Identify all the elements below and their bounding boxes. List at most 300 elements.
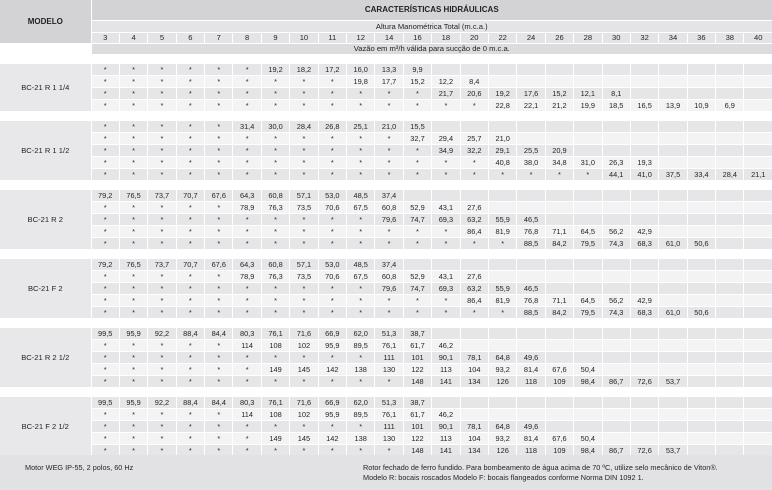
flow-value-cell: 8,4 bbox=[460, 75, 488, 87]
flow-value-cell bbox=[517, 132, 545, 144]
flow-value-cell bbox=[602, 201, 630, 213]
flow-value-cell bbox=[659, 282, 687, 294]
table-row bbox=[0, 408, 772, 420]
flow-value-cell: 15,2 bbox=[545, 87, 573, 99]
flow-value-cell: * bbox=[176, 270, 204, 282]
flow-value-cell: 114 bbox=[233, 339, 261, 351]
flow-value-cell bbox=[602, 327, 630, 339]
flow-value-cell bbox=[602, 339, 630, 351]
flow-value-cell: 19,9 bbox=[574, 99, 602, 111]
flow-value-cell: 17,2 bbox=[318, 63, 346, 75]
flow-value-cell: * bbox=[347, 225, 375, 237]
flow-value-cell: * bbox=[318, 87, 346, 99]
flow-value-cell: 73,5 bbox=[290, 270, 318, 282]
flow-label: Vazão em m³/h válida para sucção de 0 m.c.a. bbox=[91, 43, 772, 54]
flow-value-cell: * bbox=[148, 363, 176, 375]
flow-value-cell: * bbox=[91, 63, 119, 75]
flow-value-cell: * bbox=[91, 75, 119, 87]
flow-value-cell bbox=[716, 132, 744, 144]
flow-value-cell: * bbox=[176, 87, 204, 99]
flow-value-cell bbox=[744, 270, 772, 282]
flow-value-cell: * bbox=[375, 99, 403, 111]
flow-value-cell: * bbox=[176, 213, 204, 225]
flow-value-cell: * bbox=[205, 237, 233, 249]
flow-value-cell bbox=[574, 201, 602, 213]
flow-value-cell: 73,7 bbox=[148, 189, 176, 201]
flow-value-cell: * bbox=[261, 294, 289, 306]
flow-value-cell: * bbox=[290, 420, 318, 432]
flow-value-cell: 15,5 bbox=[403, 120, 431, 132]
flow-value-cell: 130 bbox=[375, 363, 403, 375]
flow-value-cell: 141 bbox=[432, 375, 460, 387]
flow-value-cell bbox=[574, 120, 602, 132]
table-subtitle: Altura Manométrica Total (m.c.a.) bbox=[91, 20, 772, 32]
flow-value-cell: * bbox=[91, 201, 119, 213]
flow-value-cell: * bbox=[318, 168, 346, 180]
flow-value-cell bbox=[432, 63, 460, 75]
flow-value-cell: * bbox=[403, 144, 431, 156]
table-row bbox=[0, 237, 772, 249]
flow-value-cell: * bbox=[148, 99, 176, 111]
flow-value-cell: * bbox=[233, 294, 261, 306]
flow-value-cell: * bbox=[91, 420, 119, 432]
flow-value-cell bbox=[659, 363, 687, 375]
flow-value-cell: * bbox=[176, 282, 204, 294]
flow-value-cell bbox=[630, 75, 658, 87]
flow-value-cell: 109 bbox=[545, 444, 573, 456]
flow-value-cell: 70,6 bbox=[318, 270, 346, 282]
flow-value-cell: * bbox=[148, 351, 176, 363]
flow-value-cell: 26,3 bbox=[602, 156, 630, 168]
flow-value-cell bbox=[630, 327, 658, 339]
flow-value-cell: 145 bbox=[290, 363, 318, 375]
flow-value-cell: 79,5 bbox=[574, 237, 602, 249]
height-header-cell: 10 bbox=[290, 32, 318, 43]
height-header-cell: 26 bbox=[545, 32, 573, 43]
flow-value-cell bbox=[545, 189, 573, 201]
flow-value-cell: 62,0 bbox=[347, 327, 375, 339]
flow-value-cell: * bbox=[261, 237, 289, 249]
flow-value-cell bbox=[744, 87, 772, 99]
flow-value-cell bbox=[630, 339, 658, 351]
flow-value-cell: 17,7 bbox=[375, 75, 403, 87]
flow-value-cell bbox=[630, 282, 658, 294]
flow-value-cell: * bbox=[460, 237, 488, 249]
height-header-cell: 7 bbox=[205, 32, 233, 43]
flow-value-cell: * bbox=[119, 213, 147, 225]
table-row bbox=[0, 189, 772, 201]
flow-value-cell bbox=[545, 258, 573, 270]
flow-value-cell: 27,6 bbox=[460, 270, 488, 282]
flow-value-cell: * bbox=[488, 237, 516, 249]
flow-value-cell: * bbox=[205, 420, 233, 432]
flow-value-cell: * bbox=[290, 75, 318, 87]
flow-value-cell bbox=[545, 120, 573, 132]
flow-value-cell bbox=[460, 339, 488, 351]
flow-value-cell: * bbox=[119, 132, 147, 144]
flow-value-cell: 10,9 bbox=[687, 99, 715, 111]
flow-value-cell bbox=[744, 351, 772, 363]
flow-value-cell bbox=[659, 294, 687, 306]
flow-value-cell: 134 bbox=[460, 444, 488, 456]
flow-value-cell: * bbox=[205, 99, 233, 111]
flow-value-cell bbox=[630, 132, 658, 144]
flow-value-cell: * bbox=[91, 351, 119, 363]
flow-value-cell: * bbox=[91, 363, 119, 375]
flow-value-cell: 55,9 bbox=[488, 213, 516, 225]
flow-value-cell bbox=[574, 396, 602, 408]
flow-value-cell: * bbox=[290, 156, 318, 168]
flow-value-cell: 79,2 bbox=[91, 258, 119, 270]
flow-value-cell bbox=[602, 270, 630, 282]
flow-value-cell bbox=[744, 144, 772, 156]
flow-value-cell: 62,0 bbox=[347, 396, 375, 408]
flow-value-cell: * bbox=[233, 420, 261, 432]
flow-value-cell: 63,2 bbox=[460, 213, 488, 225]
flow-value-cell bbox=[517, 339, 545, 351]
flow-value-cell bbox=[716, 225, 744, 237]
flow-label-spacer bbox=[0, 43, 91, 54]
flow-value-cell: * bbox=[233, 132, 261, 144]
motor-note: Motor WEG IP-55, 2 polos, 60 Hz bbox=[25, 463, 134, 472]
flow-value-cell: * bbox=[261, 75, 289, 87]
flow-value-cell: * bbox=[91, 87, 119, 99]
flow-value-cell: * bbox=[205, 201, 233, 213]
flow-value-cell bbox=[659, 339, 687, 351]
flow-value-cell: 61,7 bbox=[403, 408, 431, 420]
flow-value-cell: * bbox=[148, 201, 176, 213]
flow-value-cell: 74,7 bbox=[403, 282, 431, 294]
flow-value-cell: 67,6 bbox=[205, 258, 233, 270]
flow-value-cell: 70,6 bbox=[318, 201, 346, 213]
flow-value-cell: * bbox=[347, 351, 375, 363]
height-header-cell: 11 bbox=[318, 32, 346, 43]
flow-value-cell: 48,5 bbox=[347, 189, 375, 201]
flow-value-cell bbox=[574, 144, 602, 156]
flow-value-cell: 90,1 bbox=[432, 420, 460, 432]
flow-value-cell: * bbox=[432, 156, 460, 168]
flow-value-cell: * bbox=[205, 120, 233, 132]
flow-value-cell bbox=[545, 351, 573, 363]
flow-value-cell bbox=[488, 408, 516, 420]
flow-value-cell bbox=[687, 75, 715, 87]
flow-value-cell: 72,6 bbox=[630, 375, 658, 387]
flow-value-cell: * bbox=[176, 363, 204, 375]
flow-value-cell: 76,1 bbox=[375, 339, 403, 351]
flow-value-cell: * bbox=[261, 282, 289, 294]
table-row bbox=[0, 420, 772, 432]
flow-value-cell bbox=[687, 375, 715, 387]
flow-value-cell: * bbox=[205, 339, 233, 351]
flow-value-cell bbox=[545, 213, 573, 225]
flow-value-cell: * bbox=[261, 156, 289, 168]
flow-value-cell: 57,1 bbox=[290, 258, 318, 270]
flow-value-cell: 16,5 bbox=[630, 99, 658, 111]
flow-value-cell bbox=[488, 75, 516, 87]
flow-value-cell: * bbox=[460, 99, 488, 111]
flow-value-cell: 76,5 bbox=[119, 258, 147, 270]
flow-value-cell: * bbox=[347, 420, 375, 432]
flow-value-cell: * bbox=[119, 120, 147, 132]
flow-value-cell: 76,8 bbox=[517, 294, 545, 306]
flow-value-cell bbox=[716, 306, 744, 318]
table-row bbox=[0, 225, 772, 237]
table-row bbox=[0, 99, 772, 111]
flow-value-cell bbox=[403, 189, 431, 201]
flow-value-cell: 68,3 bbox=[630, 237, 658, 249]
flow-value-cell: * bbox=[261, 213, 289, 225]
flow-value-cell bbox=[716, 87, 744, 99]
flow-value-cell: * bbox=[91, 375, 119, 387]
flow-value-cell: 113 bbox=[432, 432, 460, 444]
flow-value-cell: * bbox=[233, 432, 261, 444]
flow-value-cell bbox=[716, 294, 744, 306]
flow-value-cell bbox=[545, 282, 573, 294]
flow-value-cell bbox=[687, 294, 715, 306]
flow-value-cell: 104 bbox=[460, 432, 488, 444]
flow-value-cell bbox=[574, 63, 602, 75]
flow-value-cell: * bbox=[318, 156, 346, 168]
flow-value-cell: * bbox=[91, 225, 119, 237]
flow-value-cell bbox=[659, 408, 687, 420]
flow-value-cell: * bbox=[290, 444, 318, 456]
flow-value-cell: 25,5 bbox=[517, 144, 545, 156]
flow-value-cell bbox=[744, 339, 772, 351]
flow-value-cell bbox=[630, 87, 658, 99]
flow-value-cell: * bbox=[91, 408, 119, 420]
table-row bbox=[0, 120, 772, 132]
flow-value-cell: * bbox=[290, 213, 318, 225]
flow-value-cell: * bbox=[119, 201, 147, 213]
flow-value-cell: 74,3 bbox=[602, 237, 630, 249]
flow-value-cell bbox=[687, 120, 715, 132]
flow-value-cell: * bbox=[91, 213, 119, 225]
flow-value-cell: 81,4 bbox=[517, 432, 545, 444]
height-header-cell: 3 bbox=[91, 32, 119, 43]
flow-value-cell: 138 bbox=[347, 432, 375, 444]
flow-value-cell: 71,1 bbox=[545, 294, 573, 306]
flow-value-cell: * bbox=[148, 63, 176, 75]
flow-value-cell: * bbox=[205, 363, 233, 375]
flow-value-cell bbox=[460, 189, 488, 201]
flow-value-cell: 67,5 bbox=[347, 201, 375, 213]
flow-value-cell bbox=[488, 63, 516, 75]
flow-value-cell: * bbox=[375, 87, 403, 99]
footer-notes bbox=[0, 455, 772, 490]
flow-value-cell: * bbox=[432, 294, 460, 306]
flow-value-cell bbox=[716, 363, 744, 375]
flow-value-cell: * bbox=[119, 375, 147, 387]
flow-value-cell: * bbox=[119, 351, 147, 363]
table-row bbox=[0, 327, 772, 339]
flow-value-cell: 16,0 bbox=[347, 63, 375, 75]
flow-value-cell bbox=[716, 201, 744, 213]
height-header-cell: 28 bbox=[574, 32, 602, 43]
flow-value-cell: 32,7 bbox=[403, 132, 431, 144]
flow-value-cell: 98,4 bbox=[574, 375, 602, 387]
flow-value-cell: 76,3 bbox=[261, 201, 289, 213]
flow-value-cell: 66,9 bbox=[318, 327, 346, 339]
flow-value-cell: * bbox=[290, 87, 318, 99]
flow-value-cell: * bbox=[233, 63, 261, 75]
flow-value-cell: * bbox=[375, 156, 403, 168]
flow-value-cell: 109 bbox=[545, 375, 573, 387]
flow-value-cell: 126 bbox=[488, 375, 516, 387]
flow-value-cell: * bbox=[318, 75, 346, 87]
flow-value-cell: * bbox=[233, 144, 261, 156]
flow-value-cell: * bbox=[91, 99, 119, 111]
flow-value-cell bbox=[602, 120, 630, 132]
flow-value-cell: * bbox=[148, 156, 176, 168]
flow-value-cell: 60,8 bbox=[261, 258, 289, 270]
flow-value-cell: 20,9 bbox=[545, 144, 573, 156]
flow-value-cell: 76,5 bbox=[119, 189, 147, 201]
flow-value-cell bbox=[517, 120, 545, 132]
flow-value-cell bbox=[602, 213, 630, 225]
flow-value-cell bbox=[602, 258, 630, 270]
flow-value-cell bbox=[744, 63, 772, 75]
flow-value-cell: 79,6 bbox=[375, 213, 403, 225]
flow-value-cell: * bbox=[176, 237, 204, 249]
table-row bbox=[0, 258, 772, 270]
flow-value-cell bbox=[488, 258, 516, 270]
flow-value-cell bbox=[716, 237, 744, 249]
flow-value-cell: * bbox=[318, 225, 346, 237]
flow-value-cell: 37,4 bbox=[375, 189, 403, 201]
flow-value-cell: * bbox=[119, 63, 147, 75]
flow-value-cell bbox=[687, 396, 715, 408]
flow-value-cell: * bbox=[403, 168, 431, 180]
flow-value-cell bbox=[687, 258, 715, 270]
flow-value-cell bbox=[744, 156, 772, 168]
flow-value-cell bbox=[687, 225, 715, 237]
flow-value-cell: * bbox=[205, 306, 233, 318]
flow-value-cell: 148 bbox=[403, 444, 431, 456]
flow-value-cell bbox=[659, 327, 687, 339]
flow-value-cell: * bbox=[318, 99, 346, 111]
flow-value-cell bbox=[744, 99, 772, 111]
flow-value-cell: 9,9 bbox=[403, 63, 431, 75]
flow-value-cell: * bbox=[233, 306, 261, 318]
flow-value-cell: * bbox=[148, 168, 176, 180]
flow-value-cell: * bbox=[119, 99, 147, 111]
flow-value-cell: 76,1 bbox=[375, 408, 403, 420]
flow-value-cell: 31,4 bbox=[233, 120, 261, 132]
flow-value-cell: * bbox=[91, 339, 119, 351]
flow-value-cell: 21,2 bbox=[545, 99, 573, 111]
flow-value-cell: 142 bbox=[318, 432, 346, 444]
flow-value-cell: * bbox=[119, 363, 147, 375]
flow-value-cell bbox=[460, 120, 488, 132]
flow-value-cell: 92,2 bbox=[148, 396, 176, 408]
flow-value-cell bbox=[659, 258, 687, 270]
flow-value-cell bbox=[602, 432, 630, 444]
table-row bbox=[0, 75, 772, 87]
flow-value-cell: * bbox=[290, 282, 318, 294]
table-row bbox=[0, 156, 772, 168]
flow-value-cell: * bbox=[205, 444, 233, 456]
flow-value-cell: * bbox=[119, 270, 147, 282]
flow-value-cell: 111 bbox=[375, 351, 403, 363]
flow-value-cell: * bbox=[347, 156, 375, 168]
flow-value-cell: 41,0 bbox=[630, 168, 658, 180]
height-header-cell: 34 bbox=[659, 32, 687, 43]
flow-value-cell bbox=[460, 408, 488, 420]
flow-value-cell bbox=[687, 351, 715, 363]
flow-value-cell: 15,2 bbox=[403, 75, 431, 87]
flow-value-cell: 29,4 bbox=[432, 132, 460, 144]
flow-value-cell bbox=[574, 258, 602, 270]
flow-value-cell: 126 bbox=[488, 444, 516, 456]
flow-value-cell: * bbox=[205, 270, 233, 282]
flow-value-cell bbox=[659, 156, 687, 168]
flow-value-cell: 61,0 bbox=[659, 306, 687, 318]
flow-value-cell: 6,9 bbox=[716, 99, 744, 111]
flow-value-cell: * bbox=[375, 225, 403, 237]
flow-value-cell: * bbox=[233, 237, 261, 249]
flow-value-cell: * bbox=[176, 120, 204, 132]
flow-value-cell: * bbox=[176, 132, 204, 144]
flow-value-cell bbox=[687, 144, 715, 156]
flow-value-cell: * bbox=[347, 306, 375, 318]
flow-value-cell bbox=[716, 432, 744, 444]
flow-value-cell: 68,3 bbox=[630, 306, 658, 318]
flow-value-cell bbox=[716, 189, 744, 201]
flow-value-cell: * bbox=[205, 168, 233, 180]
flow-value-cell: 13,9 bbox=[659, 99, 687, 111]
flow-value-cell bbox=[659, 75, 687, 87]
flow-value-cell: * bbox=[574, 168, 602, 180]
flow-value-cell bbox=[488, 339, 516, 351]
flow-value-cell: 27,6 bbox=[460, 201, 488, 213]
flow-value-cell: 102 bbox=[290, 339, 318, 351]
flow-value-cell: * bbox=[290, 237, 318, 249]
flow-value-cell bbox=[716, 396, 744, 408]
flow-value-cell bbox=[744, 375, 772, 387]
table-row bbox=[0, 87, 772, 99]
rotor-note bbox=[363, 463, 718, 483]
flow-value-cell: 149 bbox=[261, 363, 289, 375]
flow-value-cell bbox=[545, 327, 573, 339]
flow-value-cell: 43,1 bbox=[432, 270, 460, 282]
flow-value-cell: 114 bbox=[233, 408, 261, 420]
flow-value-cell: * bbox=[318, 294, 346, 306]
flow-value-cell bbox=[460, 258, 488, 270]
flow-value-cell bbox=[545, 396, 573, 408]
flow-value-cell: * bbox=[233, 87, 261, 99]
flow-value-cell bbox=[403, 258, 431, 270]
table-row bbox=[0, 351, 772, 363]
table-row bbox=[0, 396, 772, 408]
flow-value-cell: * bbox=[318, 132, 346, 144]
flow-value-cell bbox=[517, 327, 545, 339]
height-header-cell: 18 bbox=[432, 32, 460, 43]
flow-value-cell bbox=[517, 396, 545, 408]
flow-value-cell: 33,4 bbox=[687, 168, 715, 180]
flow-value-cell bbox=[574, 75, 602, 87]
flow-value-cell bbox=[602, 420, 630, 432]
flow-value-cell: 84,2 bbox=[545, 237, 573, 249]
flow-value-cell bbox=[602, 75, 630, 87]
flow-value-cell: 89,5 bbox=[347, 339, 375, 351]
flow-value-cell: * bbox=[205, 351, 233, 363]
flow-value-cell bbox=[460, 63, 488, 75]
flow-value-cell: * bbox=[375, 144, 403, 156]
flow-value-cell bbox=[744, 132, 772, 144]
flow-value-cell: * bbox=[176, 201, 204, 213]
flow-value-cell: 86,7 bbox=[602, 375, 630, 387]
flow-value-cell: 73,7 bbox=[148, 258, 176, 270]
